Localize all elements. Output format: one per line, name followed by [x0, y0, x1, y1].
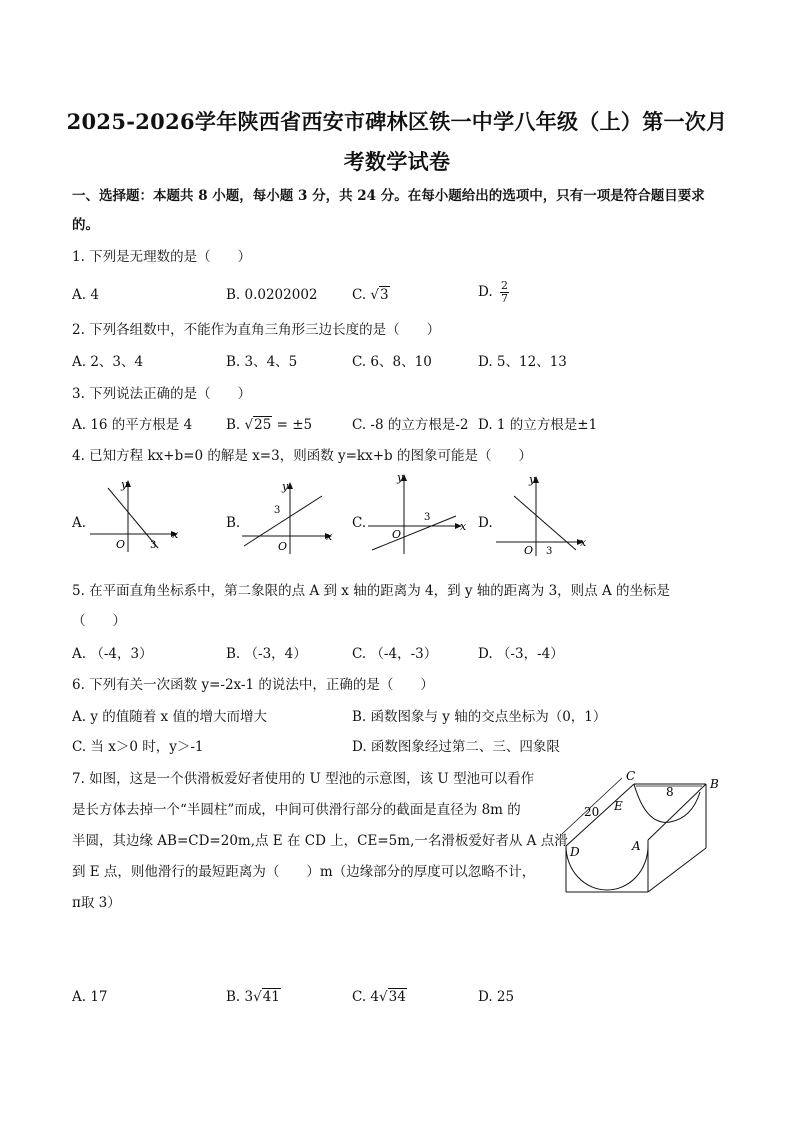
svg-text:3: 3: [546, 546, 553, 557]
question-6-stem: 6. 下列有关一次函数 y=-2x-1 的说法中，正确的是（ ）: [72, 677, 434, 693]
exam-title-line1: 2025-2026学年陕西省西安市碑林区铁一中学八年级（上）第一次月: [66, 109, 728, 134]
question-5-stem-cont: （ ）: [72, 613, 126, 629]
svg-text:y: y: [397, 471, 404, 484]
q7-option-d: D. 25: [478, 989, 515, 1005]
q7-option-b: B. 3√41: [226, 989, 280, 1005]
point-d: D: [570, 845, 580, 859]
mark-3: 3: [150, 540, 157, 551]
svg-text:y: y: [282, 480, 289, 493]
q3-option-d: D. 1 的立方根是±1: [478, 417, 598, 433]
point-c: C: [626, 769, 636, 783]
svg-text:3: 3: [274, 505, 281, 516]
q6-option-d: D. 函数图象经过第二、三、四象限: [352, 739, 560, 755]
q7-option-c: C. 4√34: [352, 989, 406, 1005]
q5-option-b: B. （-3，4）: [226, 646, 307, 662]
question-4-stem: 4. 已知方程 kx+b=0 的解是 x=3，则函数 y=kx+b 的图象可能是（ ）: [72, 448, 532, 464]
x-axis-label: x: [172, 528, 179, 541]
point-e: E: [614, 799, 623, 813]
section-header: 一、选择题：本题共 8 小题，每小题 3 分，共 24 分。在每小题给出的选项中，只有一项是符合题目要求: [72, 188, 705, 204]
q4-option-d-label: D.: [478, 515, 493, 531]
question-7-line3: 半圆，其边缘 AB=CD=20m,点 E 在 CD 上，CE=5m,一名滑板爱好者从 A 点滑: [72, 833, 568, 849]
q4-graph-b: [238, 476, 338, 556]
q2-option-b: B. 3、4、5: [226, 354, 298, 370]
q4-option-b-label: B.: [226, 515, 241, 531]
question-7-line2: 是长方体去掉一个“半圆柱”而成，中间可供滑行部分的截面是直径为 8m 的: [72, 802, 521, 818]
y-axis-label: y: [121, 478, 128, 491]
q6-option-b: B. 函数图象与 y 轴的交点坐标为（0，1）: [352, 709, 607, 725]
svg-text:x: x: [326, 530, 333, 543]
length-20: 20: [584, 805, 600, 819]
exam-title-line2: 考数学试卷: [343, 149, 451, 174]
q4-graph-d: [492, 470, 592, 560]
point-a: A: [632, 839, 641, 853]
svg-text:y: y: [529, 473, 536, 486]
svg-text:3: 3: [424, 512, 431, 523]
svg-text:O: O: [392, 528, 402, 541]
question-7-line4: 到 E 点，则他滑行的最短距离为（ ）m（边缘部分的厚度可以忽略不计，: [72, 864, 536, 880]
q3-option-b: B. √25 = ±5: [226, 417, 313, 433]
q4-option-c-label: C.: [352, 515, 367, 531]
q3-option-a: A. 16 的平方根是 4: [72, 417, 193, 433]
q1-option-d: D. $\frac{2}{7}$: [478, 279, 508, 305]
q2-option-a: A. 2、3、4: [72, 354, 144, 370]
svg-text:x: x: [580, 536, 587, 549]
point-b: B: [710, 777, 719, 791]
q5-option-a: A. （-4，3）: [72, 646, 153, 662]
svg-text:x: x: [460, 520, 467, 533]
q3-option-c: C. -8 的立方根是-2: [352, 417, 469, 433]
q4-option-a-label: A.: [72, 515, 87, 531]
question-3-stem: 3. 下列说法正确的是（ ）: [72, 386, 252, 402]
q7-option-a: A. 17: [72, 989, 108, 1005]
q2-option-d: D. 5、12、13: [478, 354, 567, 370]
question-2-stem: 2. 下列各组数中，不能作为直角三角形三边长度的是（ ）: [72, 322, 441, 338]
u-pool-figure: [552, 764, 732, 900]
q6-option-a: A. y 的值随着 x 值的增大而增大: [72, 709, 267, 725]
q1-option-a: A. 4: [72, 287, 99, 303]
origin-label: O: [116, 538, 126, 551]
q2-option-c: C. 6、8、10: [352, 354, 432, 370]
question-7-line5: π取 3）: [72, 895, 121, 911]
length-8: 8: [666, 785, 674, 799]
q5-option-c: C. （-4，-3）: [352, 646, 438, 662]
question-1-stem: 1. 下列是无理数的是（ ）: [72, 249, 252, 265]
question-7-line1: 7. 如图，这是一个供滑板爱好者使用的 U 型池的示意图，该 U 型池可以看作: [72, 771, 535, 787]
q1-option-b: B. 0.0202002: [226, 287, 318, 303]
svg-text:O: O: [278, 540, 288, 553]
fraction: $\frac{2}{7}$: [500, 279, 508, 305]
question-5-stem: 5. 在平面直角坐标系中，第二象限的点 A 到 x 轴的距离为 4，到 y 轴的距离为 3，则点 A 的坐标是: [72, 583, 671, 599]
q1-option-c: C. √3: [352, 287, 389, 303]
section-header-cont: 的。: [72, 217, 99, 233]
q4-graph-c: [364, 468, 474, 558]
q6-option-c: C. 当 x＞0 时，y＞-1: [72, 739, 204, 755]
q4-graph-a: [86, 476, 186, 556]
svg-text:O: O: [524, 544, 534, 557]
q5-option-d: D. （-3，-4）: [478, 646, 564, 662]
